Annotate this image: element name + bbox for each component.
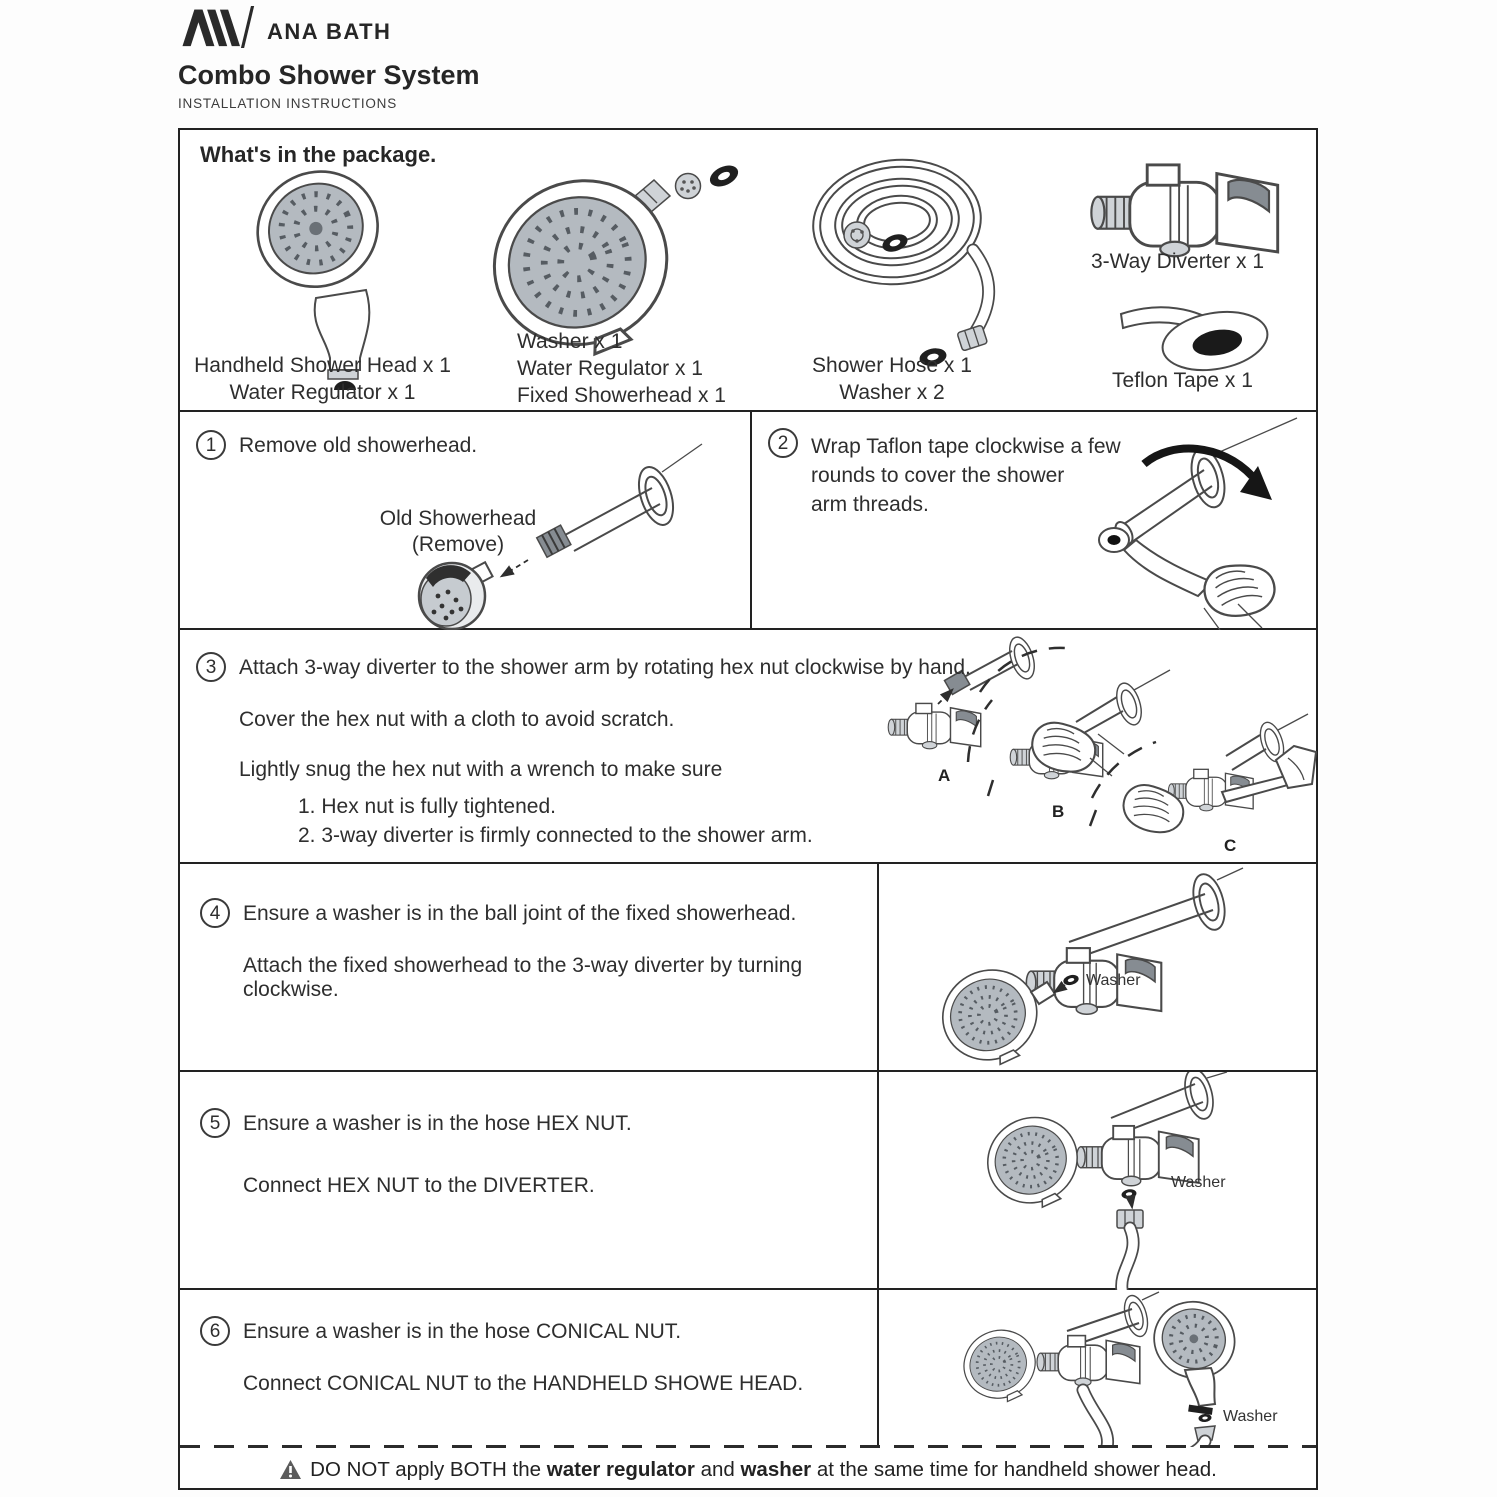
washer-label: Washer: [1223, 1408, 1278, 1425]
step-6-section: [180, 1290, 1316, 1447]
step-2-number: 2: [768, 428, 798, 458]
step-1-cell: [180, 412, 750, 628]
step-5-section: [180, 1072, 1316, 1290]
package-item-label: Washer x 1 Water Regulator x 1 Fixed Showerhead x 1: [517, 330, 726, 407]
package-section: [180, 130, 1316, 412]
step-3-section: [180, 630, 1316, 864]
step-2-cell: [752, 412, 1320, 628]
step-6-figure-cell: [879, 1290, 1320, 1447]
step-4-cell: [180, 864, 877, 1070]
step-1-number: 1: [196, 430, 226, 460]
three-way-diverter-illustration: [1091, 165, 1277, 256]
step-5-number: 5: [200, 1108, 230, 1138]
step-6-line2: Connect CONICAL NUT to the HANDHELD SHOWE HEAD.: [243, 1372, 804, 1395]
step-3-sub2: 2. 3-way diverter is firmly connected to the shower arm.: [298, 824, 813, 847]
step-5-illustration: [879, 1072, 1320, 1290]
step-6-cell: [180, 1290, 877, 1447]
washer-label: Washer: [1171, 1174, 1226, 1191]
step-3-line2: Cover the hex nut with a cloth to avoid scratch.: [239, 708, 675, 731]
step-5-cell: [180, 1072, 877, 1288]
package-item-label: 3-Way Diverter x 1: [1090, 250, 1265, 273]
package-item-label: Handheld Shower Head x 1 Water Regulator x 1: [194, 354, 451, 404]
step-5-line2: Connect HEX NUT to the DIVERTER.: [243, 1174, 595, 1197]
fig-a-label: A: [938, 766, 951, 785]
step-6-number: 6: [200, 1316, 230, 1346]
fig-a: [888, 634, 1039, 749]
step-5-figure-cell: [879, 1072, 1320, 1288]
step-4-section: [180, 864, 1316, 1072]
package-item-label: Teflon Tape x 1: [1112, 369, 1253, 392]
step-2-text: 2 Wrap Taflon tape clockwise a few rounds to cover the shower arm threads.: [768, 432, 1121, 519]
warning-icon: [279, 1459, 302, 1480]
step-3-text: 3 Attach 3-way diverter to the shower arm by rotating hex nut clockwise by hand.: [196, 656, 971, 682]
package-heading: What's in the package.: [200, 142, 437, 167]
instruction-table: [178, 128, 1318, 1490]
page-subtitle: INSTALLATION INSTRUCTIONS: [178, 96, 398, 111]
steps-1-2-section: [180, 412, 1316, 630]
step-4-figure-cell: [879, 864, 1320, 1070]
fig-b: [968, 648, 1170, 796]
brand-logo: [178, 6, 391, 48]
warning-section: [180, 1447, 1316, 1492]
step-5-text: 5 Ensure a washer is in the hose HEX NUT.: [200, 1112, 632, 1138]
page-title: Combo Shower System: [178, 60, 480, 90]
step-4-text: 4 Ensure a washer is in the ball joint of the fixed showerhead.: [200, 902, 796, 928]
step-1-text: 1 Remove old showerhead.: [196, 434, 477, 460]
step-3-sub1: 1. Hex nut is fully tightened.: [298, 795, 556, 818]
washer-label: Washer: [1086, 972, 1141, 989]
brand-name: ANA BATH: [267, 19, 392, 44]
step-6-text: 6 Ensure a washer is in the hose CONICAL NUT.: [200, 1320, 681, 1346]
package-item-label: Shower Hose x 1 Washer x 2: [812, 354, 972, 404]
fig-c: [1090, 714, 1316, 836]
shower-hose-illustration: [807, 152, 989, 368]
old-showerhead-callout: Old Showerhead (Remove): [379, 507, 537, 556]
step-4-number: 4: [200, 898, 230, 928]
fig-b-label: B: [1052, 802, 1065, 821]
warning-text: DO NOT apply BOTH the water regulator and washer at the same time for handheld shower head.: [180, 1447, 1316, 1492]
fig-c-label: C: [1224, 836, 1237, 855]
step-3-number: 3: [196, 652, 226, 682]
step-4-illustration: [879, 864, 1320, 1072]
brand-logo-icon: [178, 6, 260, 48]
step-3-line3: Lightly snug the hex nut with a wrench to make sure: [239, 758, 723, 781]
step-4-line2: Attach the fixed showerhead to the 3-way diverter by turning clockwise.: [243, 954, 803, 1001]
